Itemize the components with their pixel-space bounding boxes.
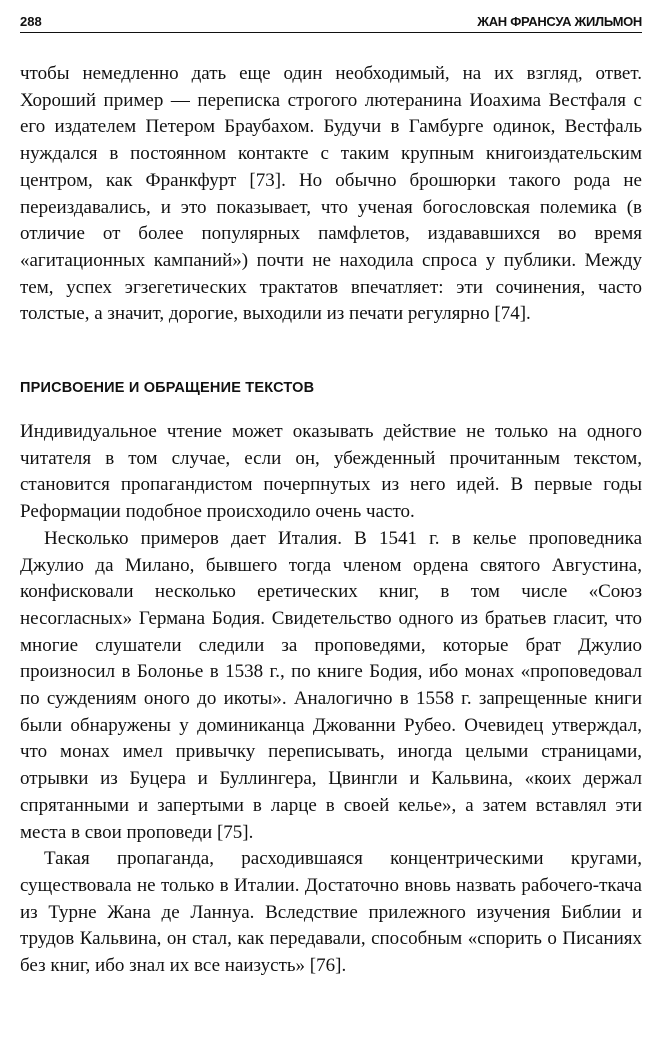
paragraph-propaganda: Такая пропаганда, расходившаяся концентрическими кругами, существовала не только в Италии. Достаточно вновь назвать рабочего-ткача из Турне Жана де Ланнуа. Вследствие прилежного изучения Библии и трудов Кальвина, он стал, как передавали, способным «спорить о Писаниях без книг, ибо знал их все наизусть» [76]. — [20, 848, 642, 977]
running-head-author: ЖАН ФРАНСУА ЖИЛЬМОН — [477, 14, 642, 29]
book-page — [20, 8, 642, 980]
body-text — [20, 61, 642, 980]
running-head — [20, 8, 642, 33]
paragraph-intro: Индивидуальное чтение может оказывать действие не только на одного читателя в том случае, если он, убежденный прочитанным текстом, становится пропагандистом почерпнутых из него идей. В первые годы Реформации подобное происходило очень часто. — [20, 421, 642, 523]
section-heading: ПРИСВОЕНИЕ И ОБРАЩЕНИЕ ТЕКСТОВ — [20, 380, 315, 397]
paragraph-continued: чтобы немедленно дать еще один необходимый, на их взгляд, ответ. Хороший пример — переписка строгого лютеранина Иоахима Вестфаля с его издателем Петером Браубахом. Будучи в Гамбурге одинок, Вестфаль нуждался в постоянном контакте с таким крупным книгоиздательским центром, как Франкфурт [73]. Но обычно брошюрки такого рода не переиздавались, и это показывает, что ученая богословская полемика (в отличие от более популярных памфлетов, издававшихся во время «агитационных кампаний») почти не находила спроса у публики. Между тем, успех эгзегетических трактатов впечатляет: эти сочинения, часто толстые, а значит, дорогие, выходили из печати регулярно [74]. — [20, 63, 642, 325]
page-number: 288 — [20, 14, 42, 29]
paragraph-italy: Несколько примеров дает Италия. В 1541 г. в келье проповедника Джулио да Милано, бывшего тогда членом ордена святого Августина, конфисковали несколько еретических книг, в том числе «Союз несогласных» Германа Бодия. Свидетельство одного из братьев гласит, что многие слушатели следили за проповедями, которые брат Джулио произносил в Болонье в 1538 г., по книге Бодия, ибо монах «проповедовал по суждениям оного до икоты». Аналогично в 1558 г. запрещенные книги были обнаружены у доминиканца Джованни Рубео. Очевидец утверждал, что монах имел привычку переписывать, иногда целыми страницами, отрывки из Буцера и Буллингера, Цвингли и Кальвина, «коих держал спрятанными и запертыми в ларце в своей келье», а затем вставлял эти места в свои проповеди [75]. — [20, 527, 642, 843]
